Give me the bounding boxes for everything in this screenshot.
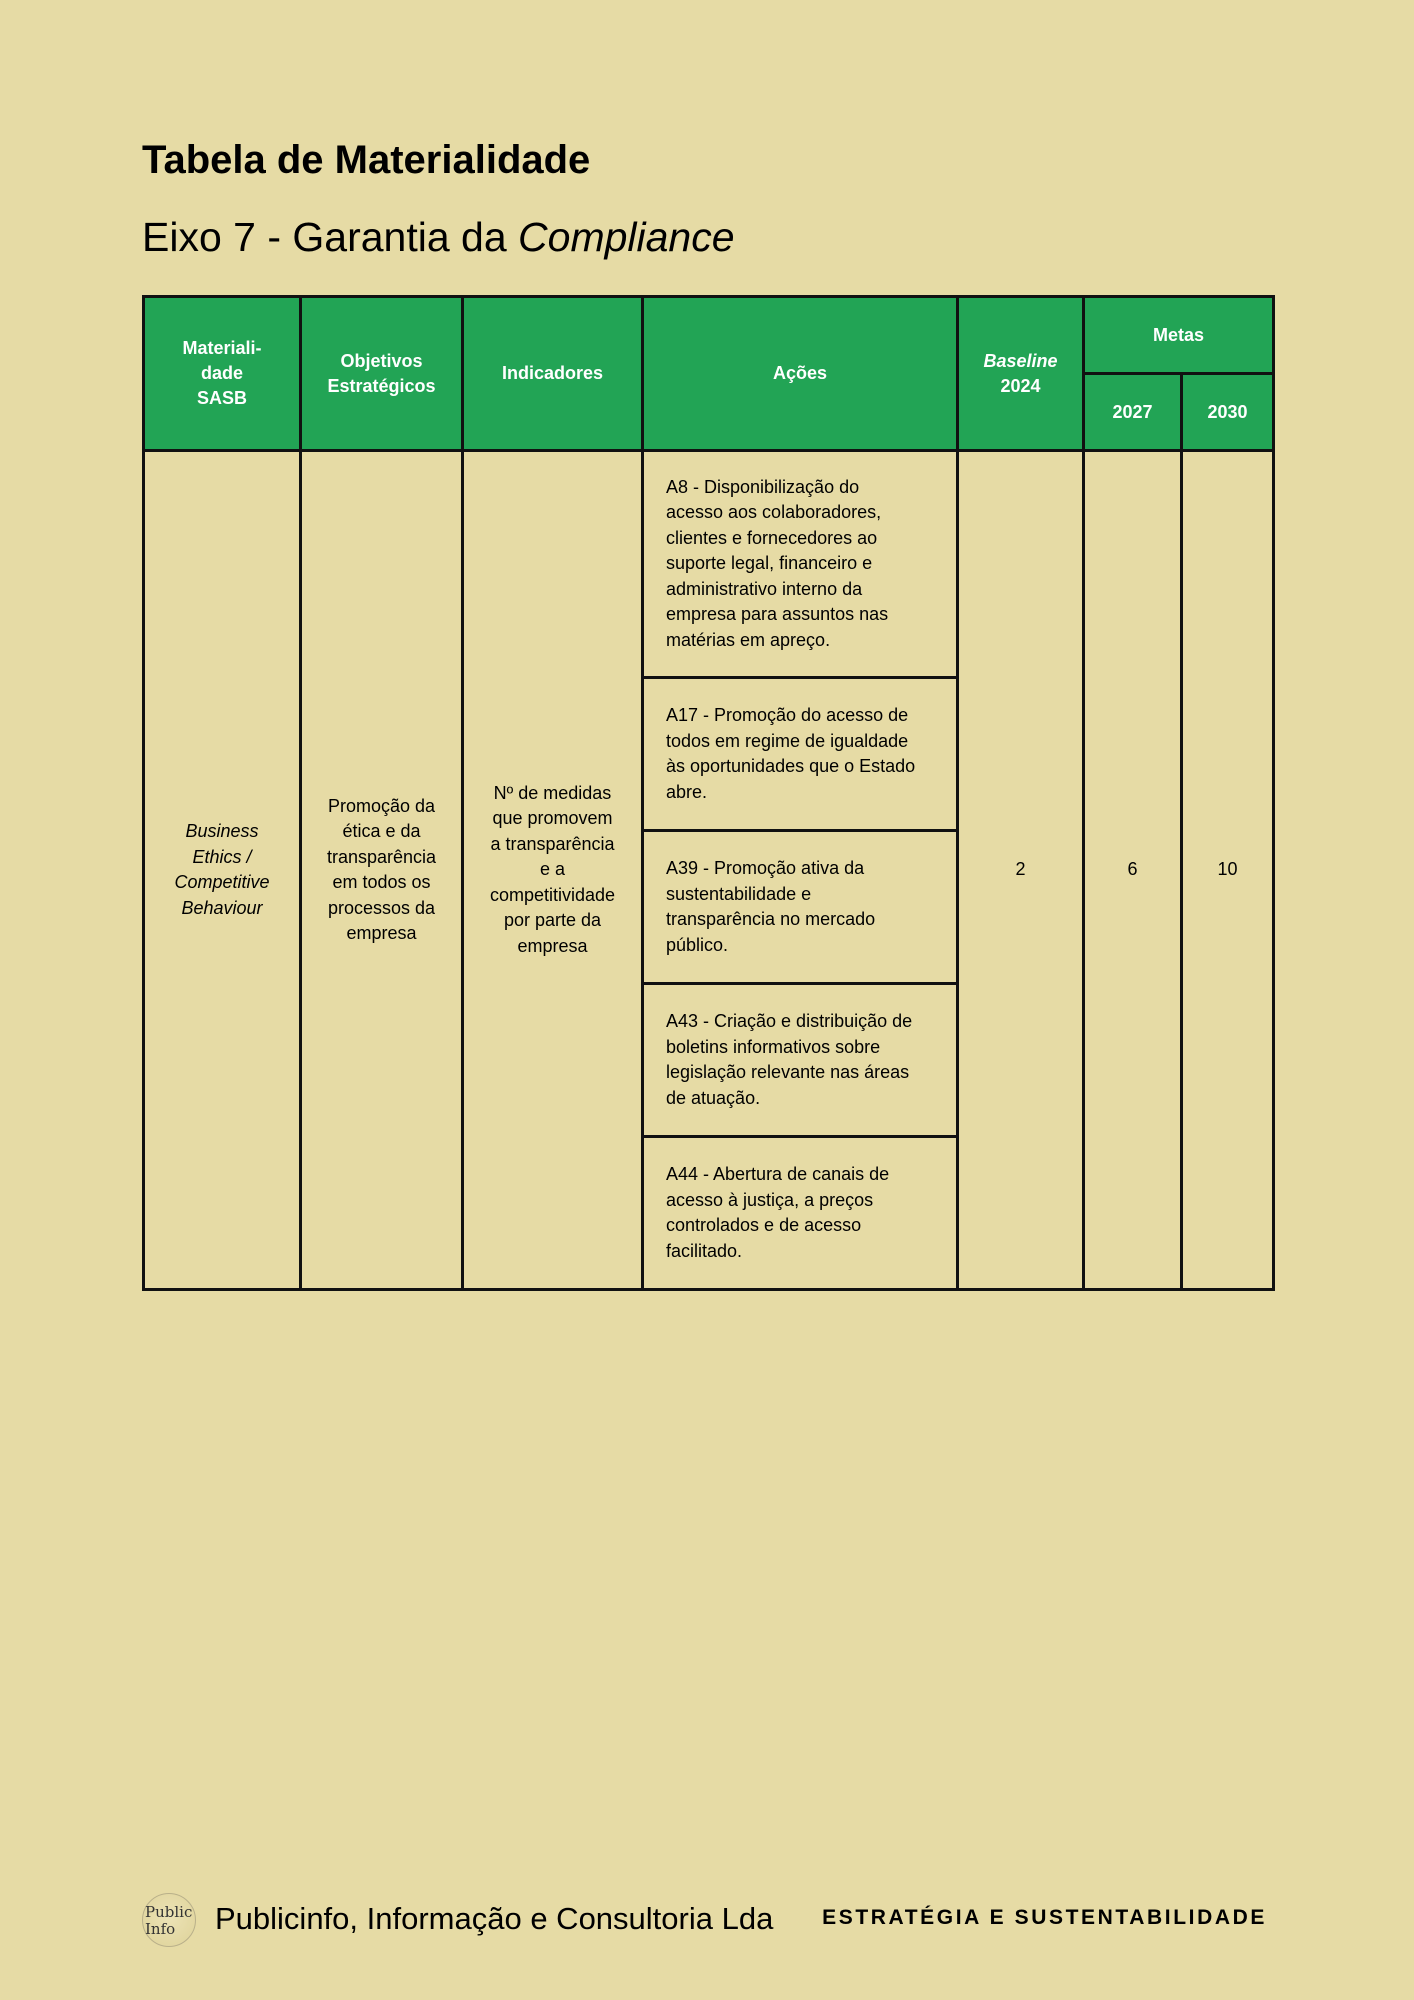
- action-a8: [643, 451, 958, 678]
- materialidade-l4: Behaviour: [181, 897, 263, 918]
- action-a39-l3: transparência no mercado: [666, 909, 876, 929]
- action-a43: [643, 984, 958, 1137]
- objetivo-l3: transparência: [326, 846, 437, 867]
- action-a8-l4: suporte legal, financeiro e: [666, 553, 873, 574]
- action-a8-l2: acesso aos colaboradores,: [666, 502, 882, 523]
- objetivo-l6: empresa: [346, 923, 417, 943]
- indicador-l3: a transparência: [490, 833, 615, 854]
- objetivo-l2: ética e da: [342, 821, 421, 841]
- cell-baseline: 2: [958, 451, 1084, 1290]
- page-subtitle: [142, 214, 735, 261]
- cell-indicador: [463, 451, 643, 1290]
- header-objetivos-l1: Objetivos: [340, 350, 423, 371]
- header-materialidade-l1: Materiali-: [182, 338, 262, 358]
- materiality-table: [142, 295, 1275, 1291]
- materialidade-l2: Ethics /: [192, 846, 252, 867]
- action-a8-l3: clientes e fornecedores ao: [666, 527, 878, 548]
- header-materialidade: [144, 297, 301, 451]
- header-objetivos: [301, 297, 463, 451]
- action-a44-l1: A44 - Abertura de canais de: [666, 1164, 890, 1184]
- objetivo-l4: em todos os: [332, 872, 431, 892]
- action-a43-l4: de atuação.: [666, 1087, 761, 1108]
- logo-text-l2: Info: [145, 1920, 176, 1938]
- action-a8-l5: administrativo interno da: [666, 578, 863, 599]
- action-a43-l1: A43 - Criação e distribuição de: [666, 1011, 913, 1031]
- materialidade-l3: Competitive: [174, 872, 270, 892]
- cell-objetivo: [301, 451, 463, 1290]
- objetivo-l1: Promoção da: [327, 795, 436, 816]
- header-indicadores: Indicadores: [463, 297, 643, 451]
- cell-materialidade: [144, 451, 301, 1290]
- cell-meta-2030: 10: [1182, 451, 1274, 1290]
- indicador-l4: e a: [539, 859, 566, 880]
- header-materialidade-l3: SASB: [196, 388, 247, 408]
- action-a44-l2: acesso à justiça, a preços: [666, 1189, 874, 1210]
- company-logo: [142, 1893, 196, 1947]
- objetivo-l5: processos da: [327, 897, 436, 918]
- action-a39: [643, 831, 958, 984]
- indicador-l1: Nº de medidas: [493, 782, 612, 803]
- footer-company-name: Publicinfo, Informação e Consultoria Lda: [215, 1901, 774, 1936]
- action-a43-l3: legislação relevante nas áreas: [666, 1062, 910, 1082]
- action-a17-l2: todos em regime de igualdade: [666, 730, 909, 751]
- header-objetivos-l2: Estratégicos: [327, 375, 436, 396]
- header-metas-2027: 2027: [1084, 374, 1182, 451]
- subtitle-italic: Compliance: [518, 214, 735, 260]
- materialidade-l1: Business: [185, 821, 259, 841]
- header-baseline: [958, 297, 1084, 451]
- indicador-l2: que promovem: [492, 808, 613, 829]
- action-a17-l4: abre.: [666, 781, 708, 802]
- action-a17-l3: às oportunidades que o Estado: [666, 756, 916, 776]
- indicador-l5: competitividade: [489, 884, 616, 905]
- subtitle-prefix: Eixo 7 - Garantia da: [142, 214, 519, 260]
- header-baseline-l1: Baseline: [983, 350, 1058, 371]
- page-title: Tabela de Materialidade: [142, 138, 591, 182]
- action-a39-l2: sustentabilidade e: [666, 883, 812, 904]
- header-acoes: Ações: [643, 297, 958, 451]
- header-metas-2030: 2030: [1182, 374, 1274, 451]
- action-a8-l7: matérias em apreço.: [666, 629, 831, 650]
- indicador-l7: empresa: [517, 935, 588, 956]
- action-a43-l2: boletins informativos sobre: [666, 1036, 881, 1057]
- indicador-l6: por parte da: [503, 910, 602, 931]
- action-a44-l4: facilitado.: [666, 1240, 743, 1261]
- action-a17: [643, 678, 958, 831]
- header-baseline-l2: 2024: [1000, 375, 1041, 396]
- header-metas: Metas: [1084, 297, 1274, 374]
- action-a39-l1: A39 - Promoção ativa da: [666, 858, 865, 878]
- action-a8-l6: empresa para assuntos nas: [666, 604, 889, 625]
- action-a39-l4: público.: [666, 934, 729, 955]
- action-a8-l1: A8 - Disponibilização do: [666, 476, 860, 497]
- logo-text-l1: Public: [145, 1903, 193, 1921]
- header-materialidade-l2: dade: [200, 363, 243, 383]
- action-a44: [643, 1137, 958, 1290]
- footer-tagline: ESTRATÉGIA E SUSTENTABILIDADE: [822, 1906, 1267, 1929]
- cell-meta-2027: 6: [1084, 451, 1182, 1290]
- action-a17-l1: A17 - Promoção do acesso de: [666, 705, 909, 725]
- action-a44-l3: controlados e de acesso: [666, 1215, 862, 1235]
